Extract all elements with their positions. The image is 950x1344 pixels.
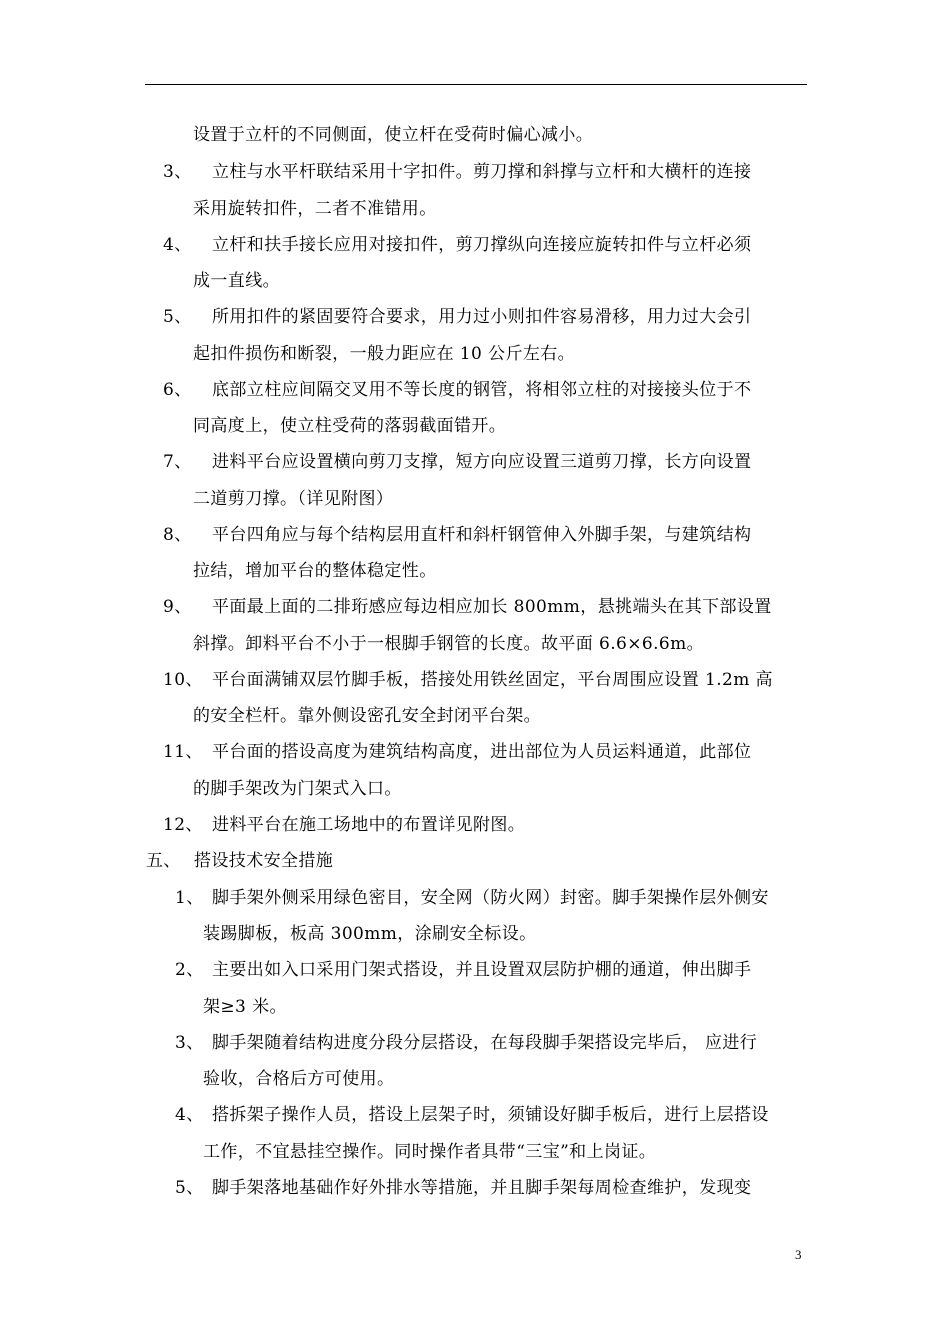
item-number: 6、	[163, 380, 192, 400]
list-item-6: 6、 底部立柱应间隔交叉用不等长度的钢管，将相邻立柱的对接接头位于不	[163, 380, 752, 400]
item-number: 5、	[163, 307, 192, 327]
text-line: 装踢脚板，板高 300mm，涂刷安全标设。	[203, 924, 537, 944]
list-item-3: 3、 立柱与水平杆联结采用十字扣件。剪刀撑和斜撑与立杆和大横杆的连接	[163, 162, 752, 182]
list-item-12: 12、 进料平台在施工场地中的布置详见附图。	[163, 815, 526, 835]
text-line: 设置于立杆的不同侧面，使立杆在受荷时偏心减小。	[193, 125, 594, 145]
item-number: 4、	[175, 1105, 204, 1125]
item-number: 4、	[163, 235, 192, 255]
section-item-2: 2、 主要出如入口采用门架式搭设，并且设置双层防护棚的通道，伸出脚手	[175, 960, 752, 980]
text-line: 的脚手架改为门架式入口。	[193, 779, 402, 799]
text-line: 起扣件损伤和断裂，一般力距应在 10 公斤左右。	[193, 344, 576, 364]
page-number: 3	[795, 1247, 802, 1262]
item-number: 9、	[163, 597, 192, 617]
section-item-1: 1、 脚手架外侧采用绿色密目，安全网（防火网）封密。脚手架操作层外侧安	[175, 888, 769, 908]
text-line: 拉结，增加平台的整体稳定性。	[193, 561, 437, 581]
item-number: 5、	[175, 1178, 204, 1198]
item-number: 7、	[163, 452, 192, 472]
item-number: 11、	[163, 742, 203, 762]
list-item-4: 4、 立杆和扶手接长应用对接扣件，剪刀撑纵向连接应旋转扣件与立杆必须	[163, 235, 752, 255]
text-line: 成一直线。	[193, 271, 280, 291]
list-item-11: 11、 平台面的搭设高度为建筑结构高度，进出部位为人员运料通道，此部位	[163, 742, 752, 762]
text-line: 工作，不宜悬挂空操作。同时操作者具带“三宝”和上岗证。	[203, 1142, 657, 1162]
item-number: 3、	[175, 1033, 204, 1053]
section-number: 五、	[146, 851, 181, 871]
item-number: 2、	[175, 960, 204, 980]
header-rule	[145, 84, 807, 85]
text-line: 验收，合格后方可使用。	[203, 1069, 395, 1089]
list-item-10: 10、 平台面满铺双层竹脚手板，搭接处用铁丝固定，平台周围应设置 1.2m 高	[163, 670, 773, 690]
text-line: 架≥3 米。	[203, 997, 287, 1017]
list-item-9: 9、 平面最上面的二排珩感应每边相应加长 800mm，悬挑端头在其下部设置	[163, 597, 772, 617]
text-line: 的安全栏杆。靠外侧设密孔安全封闭平台架。	[193, 706, 541, 726]
section-item-4: 4、 搭拆架子操作人员，搭设上层架子时，须铺设好脚手板后，进行上层搭设	[175, 1105, 769, 1125]
text-line: 同高度上，使立柱受荷的落弱截面错开。	[193, 416, 507, 436]
section-item-5: 5、 脚手架落地基础作好外排水等措施，并且脚手架每周检查维护，发现变	[175, 1178, 752, 1198]
list-item-7: 7、 进料平台应设置横向剪刀支撑，短方向应设置三道剪刀撑，长方向设置	[163, 452, 752, 472]
item-number: 1、	[175, 888, 204, 908]
text-line: 二道剪刀撑。（详见附图）	[193, 489, 394, 509]
item-number: 10、	[163, 670, 203, 690]
list-item-8: 8、 平台四角应与每个结构层用直杆和斜杆钢管伸入外脚手架，与建筑结构	[163, 525, 752, 545]
list-item-5: 5、 所用扣件的紧固要符合要求，用力过小则扣件容易滑移，用力过大会引	[163, 307, 752, 327]
section-heading	[146, 849, 333, 873]
item-number: 12、	[163, 815, 203, 835]
item-number: 8、	[163, 525, 192, 545]
text-line: 采用旋转扣件，二者不准错用。	[193, 199, 437, 219]
text-line: 斜撑。卸料平台不小于一根脚手钢管的长度。故平面 6.6×6.6m。	[193, 634, 705, 654]
section-title: 搭设技术安全措施	[194, 851, 334, 871]
item-number: 3、	[163, 162, 192, 182]
section-item-3: 3、 脚手架随着结构进度分段分层搭设，在每段脚手架搭设完毕后， 应进行	[175, 1033, 758, 1053]
